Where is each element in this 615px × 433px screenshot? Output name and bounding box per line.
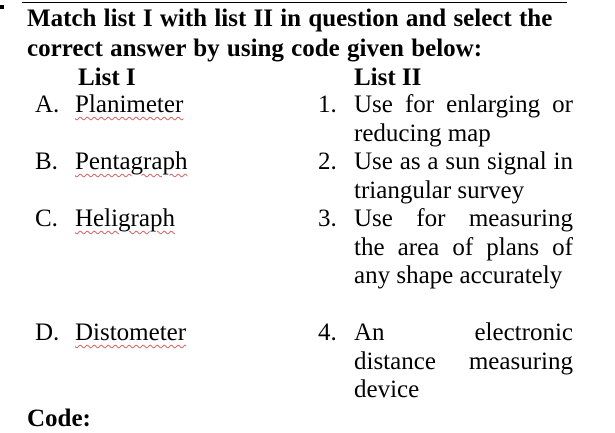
item-letter: C. <box>35 205 58 232</box>
list-2-item-3 <box>318 205 573 291</box>
item-letter: A. <box>35 91 60 118</box>
list-1-item-b <box>35 148 187 176</box>
item-description: Use for measuring the area of plans of any shape accurately <box>354 205 573 289</box>
list-2-item-4 <box>318 319 573 405</box>
item-letter: D. <box>35 319 60 346</box>
top-rule <box>22 2 567 3</box>
bullet-mark <box>0 5 4 9</box>
item-letter: B. <box>35 148 58 175</box>
list-2-header: List II <box>354 64 422 91</box>
question-text: Match list I with list II in question and select the correct answer by using code given below: <box>27 5 553 62</box>
item-description: Use as a sun signal in triangular survey <box>354 148 573 204</box>
list-1-item-a <box>35 91 183 119</box>
item-number: 1. <box>318 91 337 118</box>
item-number: 2. <box>318 148 337 175</box>
item-term: Pentagraph <box>75 148 188 175</box>
list-2-item-2 <box>318 148 573 205</box>
item-description: Use for enlarging or reducing map <box>354 91 573 147</box>
item-number: 4. <box>318 319 337 346</box>
list-1-item-d <box>35 319 186 347</box>
list-1-header: List I <box>78 64 136 91</box>
item-number: 3. <box>318 205 337 232</box>
list-1-item-c <box>35 205 175 233</box>
item-term: Distometer <box>75 319 187 346</box>
item-description: An electronic distance measuring device <box>354 319 573 403</box>
item-term: Heligraph <box>75 205 175 232</box>
list-2-item-1 <box>318 91 573 148</box>
code-label: Code: <box>27 405 91 432</box>
item-term: Planimeter <box>75 91 184 118</box>
